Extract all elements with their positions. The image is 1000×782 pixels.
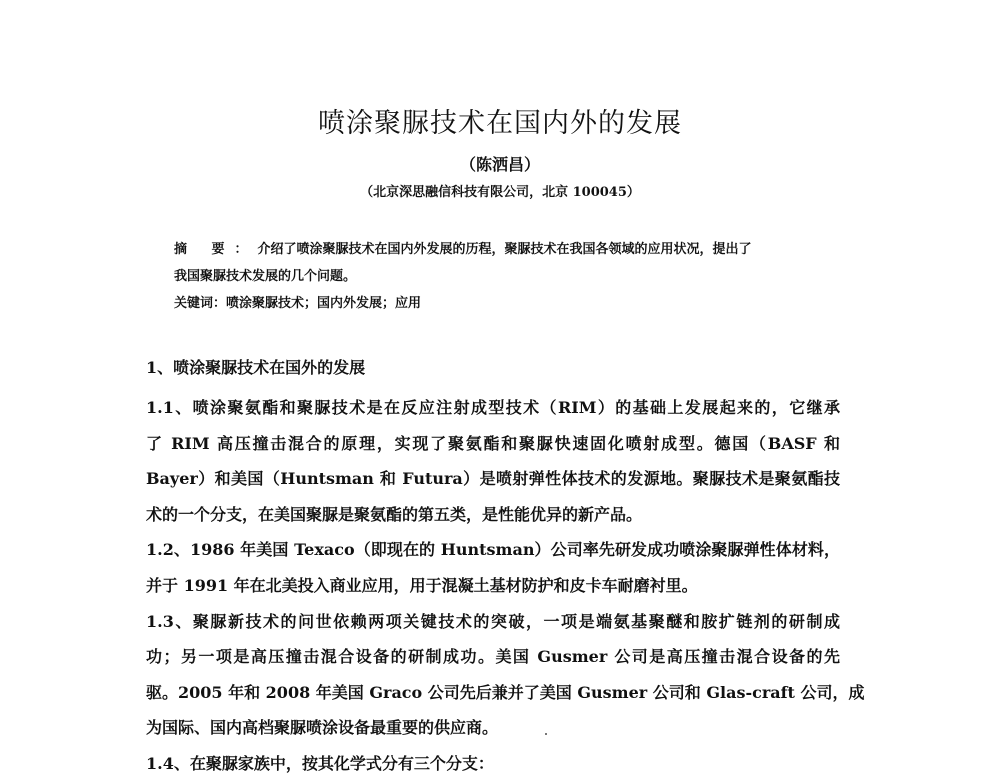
author-affiliation: （北京深思融信科技有限公司，北京 100045） bbox=[360, 185, 640, 200]
body-line: 了 RIM 高压撞击混合的原理，实现了聚氨酯和聚脲快速固化喷射成型。德国（BASF 和 bbox=[146, 433, 840, 453]
scan-speck bbox=[545, 733, 547, 735]
body-line: 驱。2005 年和 2008 年美国 Graco 公司先后兼并了美国 Gusmer 公司和 Glas-craft 公司，成 bbox=[146, 682, 865, 702]
abstract-line-2: 我国聚脲技术发展的几个问题。 bbox=[174, 269, 357, 284]
body-line: 术的一个分支，在美国聚脲是聚氨酯的第五类，是性能优异的新产品。 bbox=[146, 504, 643, 524]
section-heading-1: 1、喷涂聚脲技术在国外的发展 bbox=[146, 358, 366, 377]
body-line: 功；另一项是高压撞击混合设备的研制成功。美国 Gusmer 公司是高压撞击混合设备的先 bbox=[146, 647, 840, 667]
body-line: 1.2、1986 年美国 Texaco（即现在的 Huntsman）公司率先研发成功喷涂聚脲弹性体材料， bbox=[146, 540, 840, 560]
body-line: Bayer）和美国（Huntsman 和 Futura）是喷射弹性体技术的发源地。聚脲技术是聚氨酯技 bbox=[146, 469, 840, 489]
body-line: 并于 1991 年在北美投入商业应用，用于混凝土基材防护和皮卡车耐磨衬里。 bbox=[146, 575, 698, 595]
abstract-label: 摘 要： bbox=[174, 242, 258, 257]
keywords: 关键词：喷涂聚脲技术；国内外发展；应用 bbox=[174, 296, 422, 311]
author-name: （陈洒昌） bbox=[459, 155, 540, 174]
abstract-text-1: 介绍了喷涂聚脲技术在国内外发展的历程，聚脲技术在我国各领域的应用状况，提出了 bbox=[257, 242, 752, 257]
abstract bbox=[174, 236, 854, 290]
abstract-line-1 bbox=[174, 236, 854, 263]
body-line: 1.3、聚脲新技术的问世依赖两项关键技术的突破，一项是端氨基聚醚和胺扩链剂的研制成 bbox=[146, 611, 840, 631]
body-line: 为国际、国内高档聚脲喷涂设备最重要的供应商。 bbox=[146, 718, 499, 738]
section-1-body bbox=[146, 390, 865, 782]
document-title: 喷涂聚脲技术在国内外的发展 bbox=[318, 108, 682, 139]
body-line: 1.1、喷涂聚氨酯和聚脲技术是在反应注射成型技术（RIM）的基础上发展起来的，它继承 bbox=[146, 398, 840, 417]
body-line: 1.4、在聚脲家族中，按其化学式分有三个分支： bbox=[146, 753, 494, 773]
